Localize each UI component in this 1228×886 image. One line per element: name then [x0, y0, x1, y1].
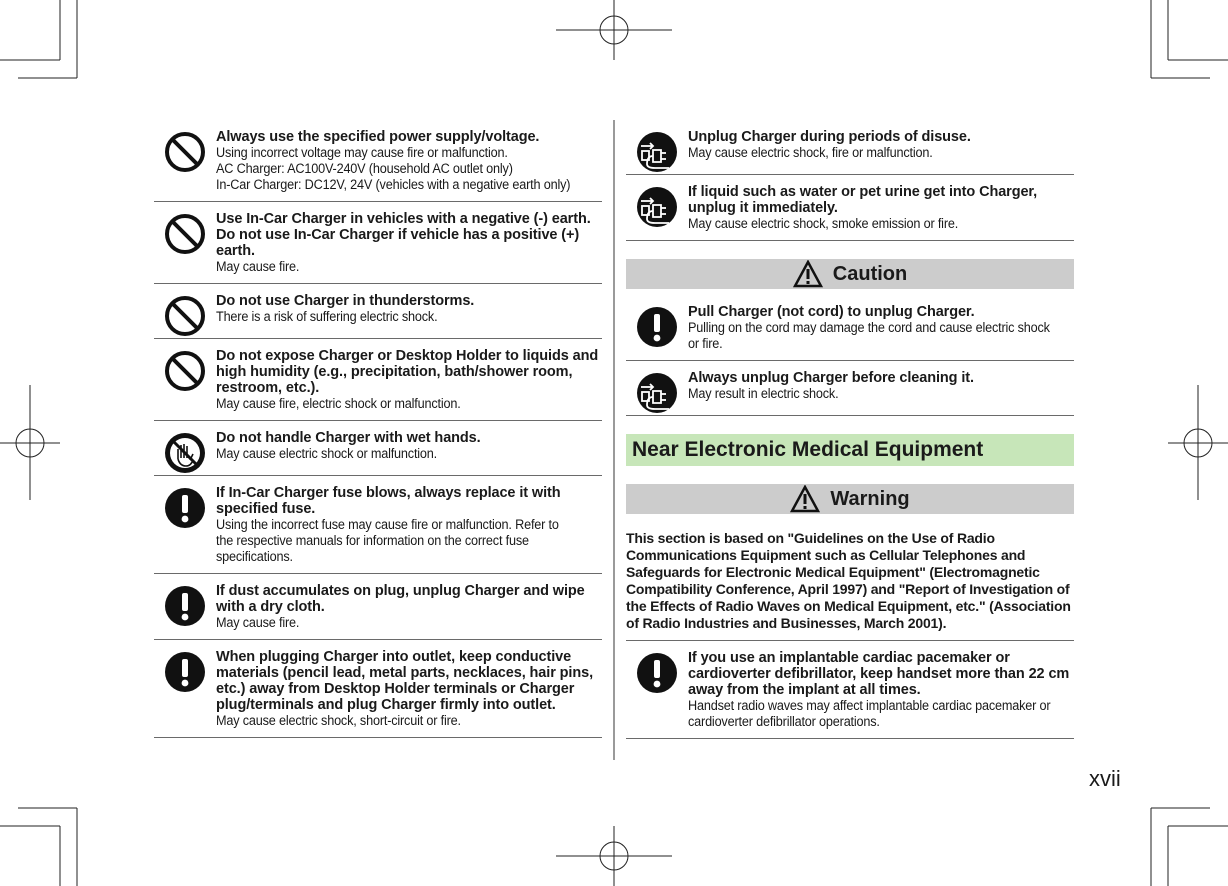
exclamation-icon	[154, 574, 216, 639]
prohibition-icon	[154, 120, 216, 201]
item-title: If liquid such as water or pet urine get into Charger, unplug it immediately.	[688, 184, 1038, 216]
item-title: Use In-Car Charger in vehicles with a negative (-) earth. Do not use In-Car Charger if vehicle has a positive (+) earth.	[216, 211, 591, 259]
item-body: May cause electric shock, fire or malfunction.	[688, 145, 933, 160]
item-body: May result in electric shock.	[688, 386, 839, 401]
item-title: Do not use Charger in thunderstorms.	[216, 293, 475, 309]
item-body: Pulling on the cord may damage the cord and cause electric shock or fire.	[688, 320, 1050, 351]
item-body: May cause electric shock or malfunction.	[216, 446, 438, 461]
item-title: If dust accumulates on plug, unplug Charger and wipe with a dry cloth.	[216, 583, 585, 615]
item-body: Handset radio waves may affect implantable cardiac pacemaker or cardioverter defibrillator operations.	[688, 698, 1051, 729]
unplug-icon	[626, 175, 688, 240]
left-column	[154, 120, 602, 738]
item-text	[216, 640, 602, 737]
item-text	[216, 339, 602, 420]
warning-label: Warning	[830, 487, 910, 510]
safety-item	[154, 339, 602, 421]
item-title: Do not handle Charger with wet hands.	[216, 430, 481, 446]
item-body: May cause electric shock, short-circuit or fire.	[216, 713, 461, 728]
item-body: May cause electric shock, smoke emission or fire.	[688, 216, 959, 231]
no-wet-hands-icon	[154, 421, 216, 475]
right-column	[626, 120, 1074, 739]
item-title: Unplug Charger during periods of disuse.	[688, 129, 971, 145]
safety-item	[626, 295, 1074, 361]
medical-list	[626, 641, 1074, 739]
item-body: Using incorrect voltage may cause fire or malfunction. AC Charger: AC100V-240V (household AC outlet only) In-Car Charger: DC12V, 24V (vehicles with a negative earth only)	[216, 145, 571, 192]
item-body: May cause fire.	[216, 259, 300, 274]
item-title: Pull Charger (not cord) to unplug Charger.	[688, 304, 975, 320]
item-body: Using the incorrect fuse may cause fire or malfunction. Refer to the respective manuals for information on the correct fuse specifications.	[216, 517, 559, 564]
safety-item	[154, 421, 602, 476]
item-title: If In-Car Charger fuse blows, always replace it with specified fuse.	[216, 485, 561, 517]
safety-item	[154, 120, 602, 202]
item-title: If you use an implantable cardiac pacemaker or cardioverter defibrillator, keep handset more than 22 cm away from the implant at all times.	[688, 650, 1070, 698]
exclamation-icon	[626, 295, 688, 360]
item-title: Always unplug Charger before cleaning it.	[688, 370, 974, 386]
item-body: May cause fire.	[216, 615, 300, 630]
exclamation-icon	[154, 640, 216, 737]
unplug-icon	[626, 120, 688, 174]
item-text	[216, 421, 602, 475]
caution-banner	[626, 259, 1074, 289]
prohibition-icon	[154, 339, 216, 420]
page-number: xvii	[1089, 766, 1121, 791]
warning-banner	[626, 484, 1074, 514]
safety-item	[626, 120, 1074, 175]
prohibition-icon	[154, 284, 216, 338]
item-text	[688, 175, 1074, 240]
safety-item	[154, 476, 602, 574]
item-title: Always use the specified power supply/voltage.	[216, 129, 540, 145]
safety-item	[154, 574, 602, 640]
item-text	[688, 120, 1074, 174]
item-body: May cause fire, electric shock or malfunction.	[216, 396, 461, 411]
intro-paragraph: This section is based on "Guidelines on the Use of Radio Communications Equipment such as Cellular Telephones and Safeguards for Electronic Medical Equipment" (Electromagnetic Compatibility Conference, April 1997) and "Report of Investigation of the Effects of Radio Waves on Medical Equipment, etc." (Association of Radio Industries and Businesses, March 2001).	[626, 520, 1074, 641]
safety-item	[154, 640, 602, 738]
item-text	[216, 284, 602, 338]
unplug-icon	[626, 361, 688, 415]
item-text	[688, 361, 1074, 415]
prohibition-icon	[154, 202, 216, 283]
item-title: Do not expose Charger or Desktop Holder to liquids and high humidity (e.g., precipitation, bath/shower room, restroom, etc.).	[216, 348, 599, 396]
safety-item	[626, 361, 1074, 416]
item-text	[216, 202, 602, 283]
item-title: When plugging Charger into outlet, keep conductive materials (pencil lead, metal parts, necklaces, hair pins, etc.) away from Desktop Holder terminals or Charger plug/terminals and plug Charger firmly into outlet.	[216, 649, 594, 713]
caution-list	[626, 295, 1074, 416]
section-heading	[626, 434, 1074, 466]
safety-item	[626, 641, 1074, 739]
warning-triangle-icon	[790, 485, 820, 513]
warning-list	[626, 120, 1074, 241]
safety-item	[154, 202, 602, 284]
warning-triangle-icon	[793, 260, 823, 288]
item-text	[216, 476, 602, 573]
item-body: There is a risk of suffering electric shock.	[216, 309, 438, 324]
section-title: Near Electronic Medical Equipment	[632, 438, 984, 461]
exclamation-icon	[626, 641, 688, 738]
item-text	[216, 120, 602, 201]
item-text	[688, 295, 1074, 360]
column-divider	[613, 120, 615, 760]
item-text	[688, 641, 1074, 738]
safety-item	[154, 284, 602, 339]
safety-item	[626, 175, 1074, 241]
caution-label: Caution	[832, 262, 908, 285]
item-text	[216, 574, 602, 639]
exclamation-icon	[154, 476, 216, 573]
